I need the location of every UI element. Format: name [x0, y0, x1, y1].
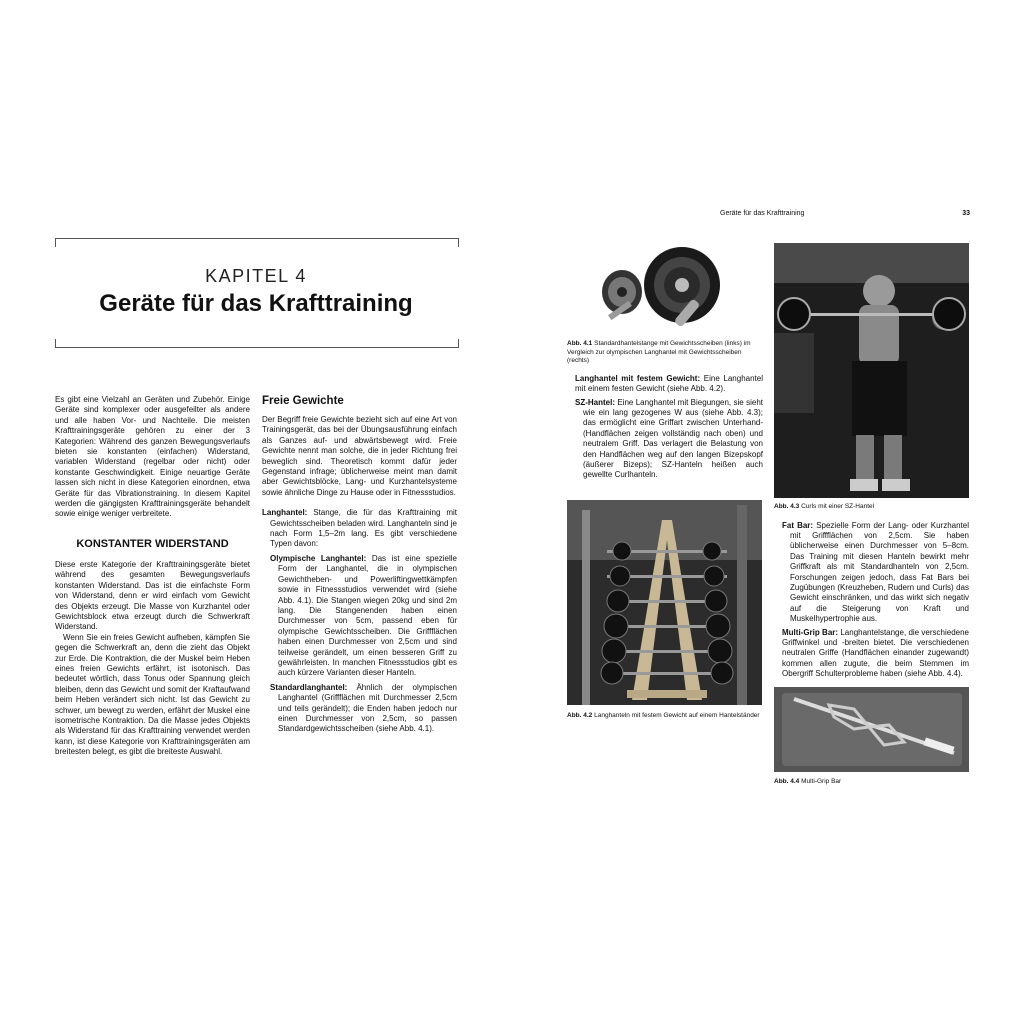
- figure-4-2-label: Abb. 4.2: [567, 712, 593, 719]
- column-1: [55, 395, 250, 758]
- standard-term: Standardlanghantel:: [270, 682, 348, 692]
- figure-4-4-label: Abb. 4.4: [774, 778, 800, 785]
- standard-entry: [262, 683, 457, 735]
- header-bracket-bottom: [55, 339, 459, 348]
- multi-grip-term: Multi-Grip Bar:: [782, 627, 839, 637]
- column-2: [262, 395, 457, 735]
- figure-4-3-label: Abb. 4.3: [774, 503, 800, 510]
- fat-bar-entry: [774, 521, 969, 625]
- barbell-rack-icon: [567, 500, 762, 705]
- fixed-weight-text: Eine Langhantel mit einem festen Gewicht (siehe Abb. 4.2).: [575, 373, 763, 394]
- fixed-weight-term: Langhantel mit festem Gewicht:: [575, 373, 701, 383]
- figure-4-1-caption: [567, 340, 763, 366]
- subsection-heading: Freie Gewichte: [262, 395, 344, 407]
- sz-entry: [567, 398, 763, 481]
- fat-bar-text: Spezielle Form der Lang- oder Kurzhantel mit Griffflächen von 2,5cm. Sie haben üblicherweise einen Durchmesser von 5–8cm. Das Training mit diesen Hanteln bewirkt mehr Griffkraft als mit Standardhanteln von 2,5cm. Forschungen zeigen jedoch, dass Fat Bars bei Zugübungen (Kreuzheben, Rudern und Curls) das Gewicht einschränken, und das wirkt sich negativ auf die Steigerung von Kraft und Muskelhypertrophie aus.: [790, 520, 969, 624]
- chapter-header: [55, 238, 457, 348]
- multi-grip-bar-icon: [774, 687, 969, 772]
- header-bracket-top: [55, 238, 459, 247]
- sz-text: Eine Langhantel mit Biegungen, sie sieht wie ein lang gezogenes W aus (siehe Abb. 4.3); das ermöglicht eine Griffart zwischen Unterhand- (Handflächen zeigen vollständig nach oben) und neutralem Griff. Das verlagert die Belastung von den Handflächen weg auf den langen Bizepskopf (äußerer Bizeps); SZ-Hanteln heißen auch gewellte Curlhanteln.: [583, 397, 763, 480]
- multi-grip-entry: [774, 628, 969, 680]
- paragraph-2: Wenn Sie ein freies Gewicht aufheben, kämpfen Sie gegen die Schwerkraft an, denn die zieht das Objekt zur Erde. Die Kontraktion, die der Muskel beim Heben eines freien Gewichts erfährt, ist isotonisch. Das bedeutet wörtlich, dass Tonus oder Spannung gleich bleiben, denn das Gewicht und somit der Kraftaufwand beim Heben verändert sich nicht. Ist das Gewicht zu schwer, um bewegt zu werden, erfährt der Muskel eine isometrische Kontraktion. Da die Masse jedes Objekts als Widerstand für das Krafttraining verwendet werden kann, ist diese Kategorie von Krafttrainingsgeräten am breitesten belegt, es gibt die breiteste Auswahl.: [55, 632, 250, 757]
- langhantel-entry: [262, 508, 457, 550]
- freie-gewichte-paragraph: Der Begriff freie Gewichte bezieht sich auf eine Art von Trainingsgerät, das bei der Übungsausführung einfach als Ganzes auf- und abwärtsbewegt wird. Freie Gewichte nennt man solche, die in jeder Richtung frei beweglich sind. Theoretisch kommt dafür jeder Gegenstand infrage; üblicherweise meint man damit aber Gewichtsblöcke, Lang- und Kurzhantelsysteme sowie ähnliche Dinge zu Hause oder in Fitnessstudios.: [262, 415, 457, 497]
- figure-4-3-image: [774, 243, 969, 498]
- fixed-weight-entry: [567, 374, 763, 395]
- running-header: [720, 210, 970, 217]
- intro-paragraph: Es gibt eine Vielzahl an Geräten und Zubehör. Einige Geräte sind komplexer oder ausgefeilter als andere und alle haben Vor- und Nachteile. Die meisten Krafttrainingsgeräte gehören zu einer der 3 Kategorien: Während des ganzen Bewegungsverlaufs bieten sie konstanten (einfachen) Widerstand, variablen Widerstand (regelbar oder nicht) oder konstante Geschwindigkeit. Einige neuartige Geräte lassen sich nicht in diese Kategorien einordnen, etwa Geräte für das Vibrationstraining. In diesem Kapitel werden die gängigsten Krafttrainingsgeräte behandelt sowie einige weniger verbreitete.: [55, 395, 250, 519]
- sz-term: SZ-Hantel:: [575, 397, 615, 407]
- figure-4-4-text: Multi-Grip Bar: [801, 778, 842, 785]
- figure-4-1-image: [597, 240, 722, 335]
- figure-4-2-image: [567, 500, 762, 705]
- standard-text: Ähnlich der olympischen Langhantel (Griffflächen mit Durchmesser 2,5cm und teils gerändelt); die Enden haben jedoch nur einen Durchmesser von 2,5cm, so passen Standardgewichtsscheiben (siehe Abb. 4.1).: [278, 682, 457, 734]
- barbell-plates-icon: [597, 240, 722, 335]
- sz-curl-athlete-icon: [774, 243, 969, 498]
- paragraph-1: Diese erste Kategorie der Krafttrainingsgeräte bietet während des gesamten Bewegungsverlaufs konstanten Widerstand. Das ist die einfachste Form von Widerstand, denn er wird einfach vom Gewicht des Objekts erzeugt. Die Masse von Kurzhantel oder Gewichtsblock etwa erzeugt durch die Schwerkraft Widerstand.: [55, 559, 250, 632]
- figure-4-3-text: Curls mit einer SZ-Hantel: [801, 503, 875, 510]
- column-4: [774, 503, 969, 680]
- figure-4-2-caption: [567, 712, 762, 721]
- running-header-title: Geräte für das Krafttraining: [720, 210, 805, 217]
- figure-4-3-caption: [774, 503, 969, 512]
- langhantel-text: Stange, die für das Krafttraining mit Gewichtsscheiben beladen wird. Langhanteln sind je nach Form 1,5–2m lang. Es gibt verschiedene Typen davon:: [270, 508, 457, 549]
- olympische-entry: [262, 554, 457, 679]
- figure-4-4-caption: [774, 778, 969, 787]
- multi-grip-text: Langhantelstange, die verschiedene Griffwinkel und -breiten bietet. Die verschiedenen neutralen Griffe (Handflächen einander zugewandt) kommen allen zugute, die beim Stemmen im Obergriff Schulterprobleme haben (siehe Abb. 4.4).: [782, 627, 969, 679]
- column-3: [567, 340, 763, 481]
- figure-4-1-text: Standardhantelstange mit Gewichtsscheiben (links) im Vergleich zur olympischen Langhantel mit Gewichtsscheiben (rechts): [567, 340, 751, 365]
- chapter-title: Geräte für das Krafttraining: [99, 290, 413, 317]
- figure-4-1-label: Abb. 4.1: [567, 340, 593, 347]
- olympische-term: Olympische Langhantel:: [270, 553, 367, 563]
- olympische-text: Das ist eine spezielle Form der Langhantel, die in olympischen Gewichtheben- und Powerliftingwettkämpfen sowie in Fitnessstudios verwendet wird (siehe Abb. 4.1). Die Stangen wiegen 20kg und sind 2m lang. Die Stangenenden haben einen Durchmesser von 5cm, passend eben für olympische Gewichtsscheiben. Die Griffflächen haben einen Durchmesser von 2,5cm und sind teilweise gerändelt, um einen besseren Griff zu gewährleisten. In manchen Fitnessstudios gibt es auch kürzere Varianten dieser Hanteln.: [278, 553, 457, 678]
- figure-4-2-text: Langhanteln mit festem Gewicht auf einem Hantelständer: [594, 712, 760, 719]
- langhantel-term: Langhantel:: [262, 508, 308, 518]
- page-number: 33: [962, 210, 970, 217]
- fat-bar-term: Fat Bar:: [782, 520, 814, 530]
- section-heading: KONSTANTER WIDERSTAND: [76, 537, 229, 550]
- chapter-label: KAPITEL 4: [205, 266, 307, 286]
- figure-4-4-image: [774, 687, 969, 772]
